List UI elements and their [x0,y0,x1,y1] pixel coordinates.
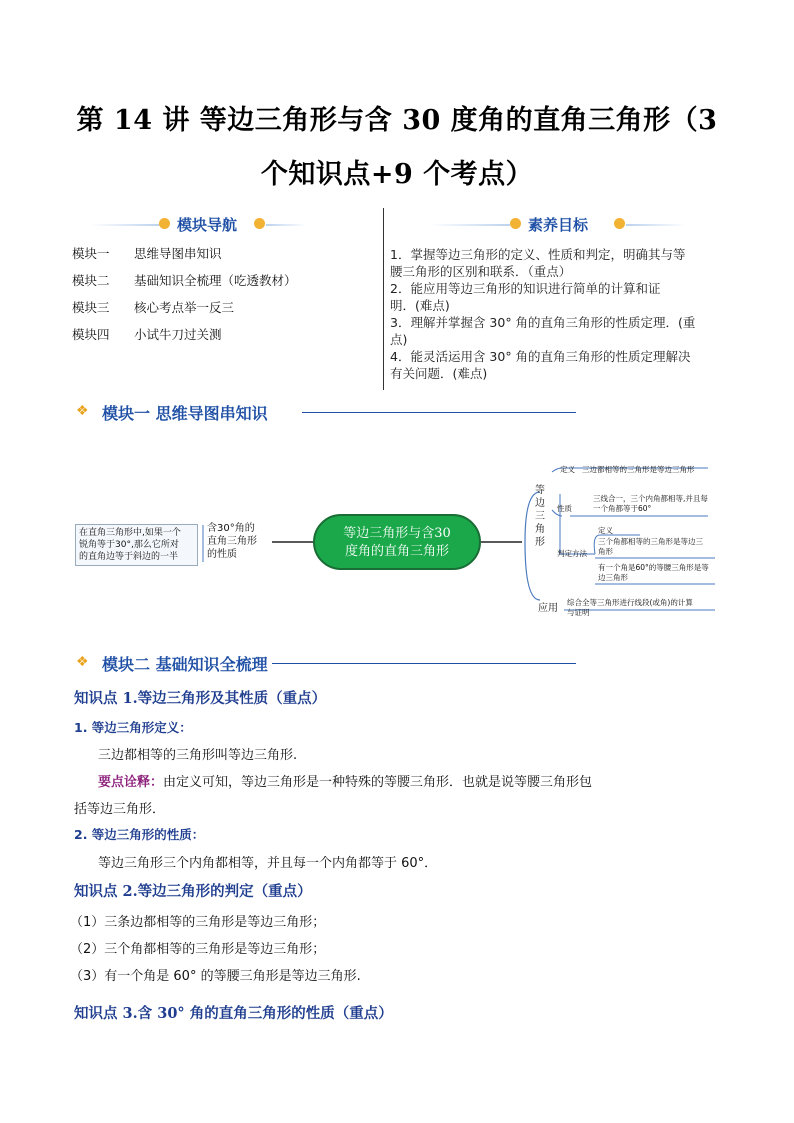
nav-dot-right [254,218,265,229]
kp1-subheading-definition: 1. 等边三角形定义： [74,720,192,735]
knowledge-point-2-title: 知识点 2.等边三角形的判定（重点） [74,883,312,900]
kp2-item-1: （1）三条边都相等的三角形是等边三角形； [70,915,326,930]
left-box-line: 锐角等于30°,那么它所对 [79,540,179,550]
root-char: 三 [535,511,545,522]
root-char: 等 [535,485,545,496]
goals-header-title: 素养目标 [528,216,589,234]
goals-list [390,246,726,382]
nav-item-key: 模块四 [72,327,110,342]
kp2-item-2: （2）三个角都相等的三角形是等边三角形； [70,942,326,957]
nav-item-key: 模块二 [72,273,110,288]
goals-dot-left [510,218,521,229]
root-char: 边 [535,498,545,509]
section-header-1 [76,401,576,423]
goals-header-line-left [430,224,510,226]
goals-dot-right [614,218,625,229]
root-char: 形 [535,537,545,548]
nav-item-label: 小试牛刀过关测 [134,327,222,342]
nav-item-3[interactable] [72,298,234,316]
goal-line: 4．能灵活运用含 30° 角的直角三角形的性质定理解决 [390,349,691,364]
mindmap-right-root [535,484,549,549]
goals-header-line-right [626,224,686,226]
mindmap-def-text: 三边都相等的三角形是等边三角形 [582,465,695,474]
goal-line: 有关问题．(难点) [390,366,488,381]
center-line-1: 等边三角形与含30 [343,526,451,541]
nav-item-label: 核心考点举一反三 [134,300,235,315]
nav-header [80,214,300,236]
goal-line: 腰三角形的区别和联系．（重点） [390,264,572,279]
nav-header-line-right [266,224,306,226]
mindmap-apply-label: 应用 [538,603,558,614]
diamond-arrow-icon: ❖ [76,654,89,670]
mindmap-apply-text [567,598,693,618]
apply-text-line: 综合全等三角形进行线段(或角)的计算 [567,598,693,607]
kp1-property: 等边三角形三个内角都相等，并且每一个内角都等于 60°． [98,856,438,871]
section-header-2 [76,652,576,674]
section-rule [272,663,576,664]
prop-text-line: 三线合一，三个内角都相等,并且每 [593,494,708,503]
left-box-line: 在直角三角形中,如果一个 [79,528,181,538]
goal-line: 点) [390,332,408,347]
mindmap-judge-item-3: 有一个角是60°的等腰三角形是等边三角形 [598,563,709,582]
nav-item-key: 模块一 [72,246,110,261]
branch-down [525,542,540,600]
left-label-line: 含30°角的 [207,523,255,534]
note-text: 由定义可知，等边三角形是一种特殊的等腰三角形．也就是说等腰三角形包 [163,775,593,790]
nav-header-title: 模块导航 [177,216,238,234]
goal-line: 1．掌握等边三角形的定义、性质和判定，明确其与等 [390,247,686,262]
goal-line: 3．理解并掌握含 30° 角的直角三角形的性质定理．(重 [390,315,696,330]
page-title-line2: 个知识点+9 个考点） [260,159,534,190]
center-line-2: 度角的直角三角形 [344,544,449,559]
kp1-definition: 三边都相等的三角形叫等边三角形. [98,748,298,763]
page-title-line1: 第 14 讲 等边三角形与含 30 度角的直角三角形（3 [76,105,718,136]
root-char: 角 [535,524,545,535]
kp1-note [98,771,592,790]
left-label-line: 直角三角形 [207,536,257,547]
knowledge-point-3-title: 知识点 3.含 30° 角的直角三角形的性质（重点） [74,1005,393,1022]
mindmap-left-box [75,524,198,566]
mindmap-judge-label: 判定方法 [557,549,587,558]
nav-dot-left [159,218,170,229]
knowledge-point-1-title: 知识点 1.等边三角形及其性质（重点） [74,690,327,707]
section-title: 模块二 基础知识全梳理 [102,655,268,674]
prop-text-line: 一个角都等于60° [593,504,652,513]
kp1-note-continued: 括等边三角形． [74,802,166,817]
section-rule [302,412,576,413]
nav-item-2[interactable] [72,271,297,289]
note-keyword: 要点诠释： [98,775,164,790]
nav-item-key: 模块三 [72,300,110,315]
goal-line: 2．能应用等边三角形的知识进行简单的计算和证 [390,281,661,296]
nav-item-4[interactable] [72,325,222,343]
nav-item-1[interactable] [72,244,222,262]
section-title: 模块一 思维导图串知识 [102,404,268,423]
mindmap-judge-item-2: 三个角都相等的三角形是等边三角形 [598,537,703,556]
mindmap-judge-item-1: 定义 [598,526,613,535]
mindmap-def-label: 定义 [560,465,575,474]
nav-header-line-left [90,224,160,226]
mindmap-prop-label: 性质 [557,504,572,513]
goal-line: 明．(难点) [390,298,450,313]
kp1-subheading-property: 2. 等边三角形的性质： [74,827,205,842]
column-divider [383,208,384,390]
goals-header [430,214,690,236]
nav-item-label: 思维导图串知识 [134,246,222,261]
mindmap-prop-text [593,494,708,514]
left-label-line: 的性质 [207,549,237,560]
kp2-item-3: （3）有一个角是 60° 的等腰三角形是等边三角形. [70,969,361,984]
left-box-line: 的直角边等于斜边的一半 [79,552,179,562]
apply-text-line: 与证明 [567,608,590,617]
diamond-arrow-icon: ❖ [76,403,89,419]
mindmap-left-label [207,522,257,561]
mindmap-center-node [313,514,481,570]
nav-item-label: 基础知识全梳理（吃透教材） [134,273,297,288]
